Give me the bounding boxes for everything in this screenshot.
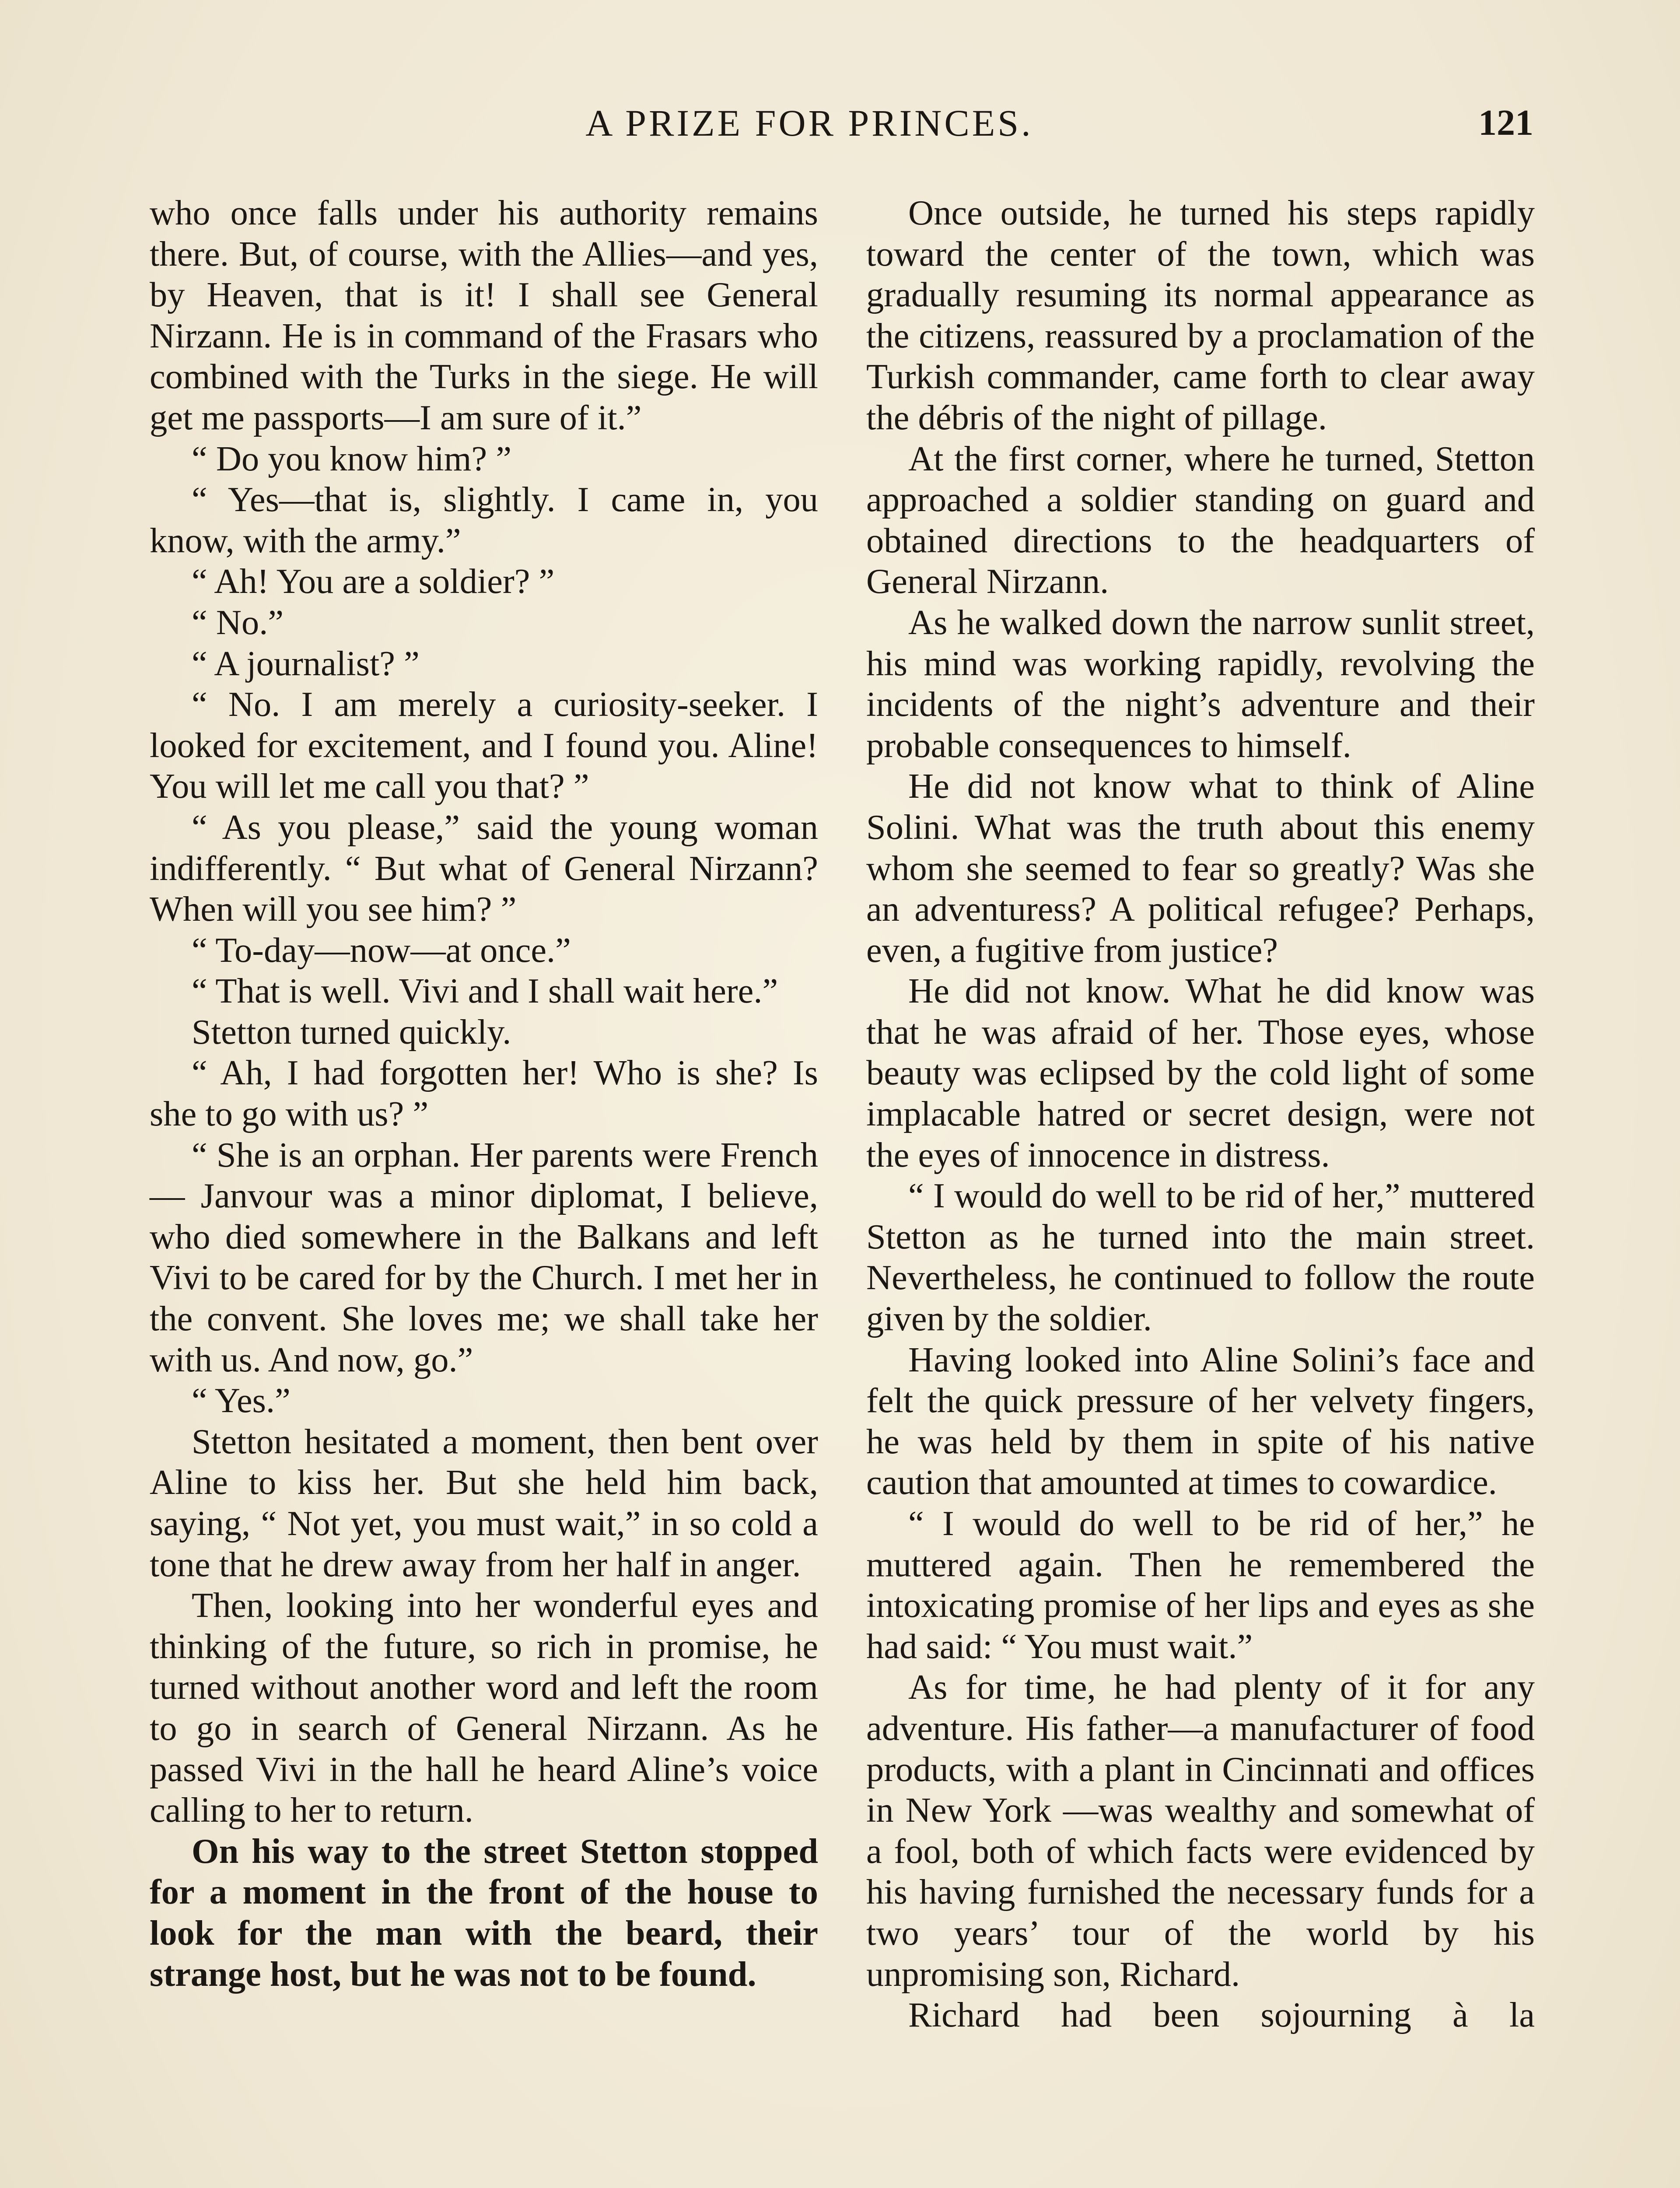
left-column <box>150 193 818 1995</box>
page-number: 121 <box>1478 102 1533 143</box>
paragraph: “ As you please,” said the young woman indifferently. “ But what of General Nirzann? When will you see him? ” <box>150 807 818 929</box>
paragraph: On his way to the street Stetton stopped for a moment in the front of the house to look for the man with the beard, their strange host, but he was not to be found. <box>150 1831 818 1994</box>
paragraph: who once falls under his authority remains there. But, of course, with the Allies—and yes, by Heaven, that is it! I shall see General Nirzann. He is in command of the Frasars who combined with the Turks in the siege. He will get me passports—I am sure of it.” <box>150 193 818 437</box>
running-header <box>0 99 1680 147</box>
paragraph: “ Ah! You are a soldier? ” <box>192 562 555 601</box>
paragraph: As he walked down the narrow sunlit street, his mind was working rapidly, revolving the incidents of the night’s adventure and their probable consequences to himself. <box>866 603 1535 765</box>
paragraph: Stetton hesitated a moment, then bent over Aline to kiss her. But she held him back, saying, “ Not yet, you must wait,” in so cold a tone that he drew away from her half in anger. <box>150 1422 818 1584</box>
paragraph: Having looked into Aline Solini’s face and felt the quick pressure of her velvety fingers, he was held by them in spite of his native caution that amounted at times to cowardice. <box>866 1340 1535 1502</box>
paragraph: “ A journalist? ” <box>192 644 420 683</box>
paragraph: “ She is an orphan. Her parents were French — Janvour was a minor diplomat, I believe, who died somewhere in the Balkans and left Vivi to be cared for by the Church. I met her in the convent. She loves me; we shall take her with us. And now, go.” <box>150 1135 818 1379</box>
paragraph: Stetton turned quickly. <box>192 1012 511 1052</box>
paragraph: Richard had been sojourning à la <box>908 1995 1535 2035</box>
paragraph: “ Ah, I had forgotten her! Who is she? Is she to go with us? ” <box>150 1053 818 1134</box>
paragraph: “ I would do well to be rid of her,” he muttered again. Then he remembered the intoxicating promise of her lips and eyes as she had said: “ You must wait.” <box>866 1504 1535 1666</box>
paragraph: At the first corner, where he turned, Stetton approached a soldier standing on guard and obtained directions to the headquarters of General Nirzann. <box>866 439 1535 601</box>
paragraph: He did not know what to think of Aline Solini. What was the truth about this enemy whom she seemed to fear so greatly? Was she an adventuress? A political refugee? Perhaps, even, a fugitive from justice? <box>866 767 1535 970</box>
running-title: A PRIZE FOR PRINCES. <box>585 102 1033 144</box>
paragraph: “ No. I am merely a curiosity-seeker. I looked for excitement, and I found you. Aline! You will let me call you that? ” <box>150 685 818 806</box>
paragraph: “ No.” <box>192 603 284 642</box>
right-column <box>866 193 1535 2036</box>
paragraph: “ To-day—now—at once.” <box>192 930 571 970</box>
paragraph: “ I would do well to be rid of her,” muttered Stetton as he turned into the main street. Nevertheless, he continued to follow the route given by the soldier. <box>866 1176 1535 1339</box>
paragraph: “ Do you know him? ” <box>192 439 512 478</box>
paragraph: “ That is well. Vivi and I shall wait here.” <box>192 971 778 1011</box>
paragraph: “ Yes.” <box>192 1381 290 1420</box>
paragraph: Then, looking into her wonderful eyes and thinking of the future, so rich in promise, he turned without another word and left the room to go in search of General Nirzann. As he passed Vivi in the hall he heard Aline’s voice calling to her to return. <box>150 1586 818 1830</box>
paragraph: “ Yes—that is, slightly. I came in, you know, with the army.” <box>150 480 818 560</box>
paragraph: As for time, he had plenty of it for any adventure. His father—a manufacturer of food products, with a plant in Cincinnati and offices in New York —was wealthy and somewhat of a fool, both of which facts were evidenced by his having furnished the necessary funds for a two years’ tour of the world by his unpromising son, Richard. <box>866 1668 1535 1994</box>
paragraph: Once outside, he turned his steps rapidly toward the center of the town, which was gradually resuming its normal appearance as the citizens, reassured by a proclamation of the Turkish commander, came forth to clear away the débris of the night of pillage. <box>866 193 1535 437</box>
paragraph: He did not know. What he did know was that he was afraid of her. Those eyes, whose beauty was eclipsed by the cold light of some implacable hatred or secret design, were not the eyes of innocence in distress. <box>866 971 1535 1175</box>
